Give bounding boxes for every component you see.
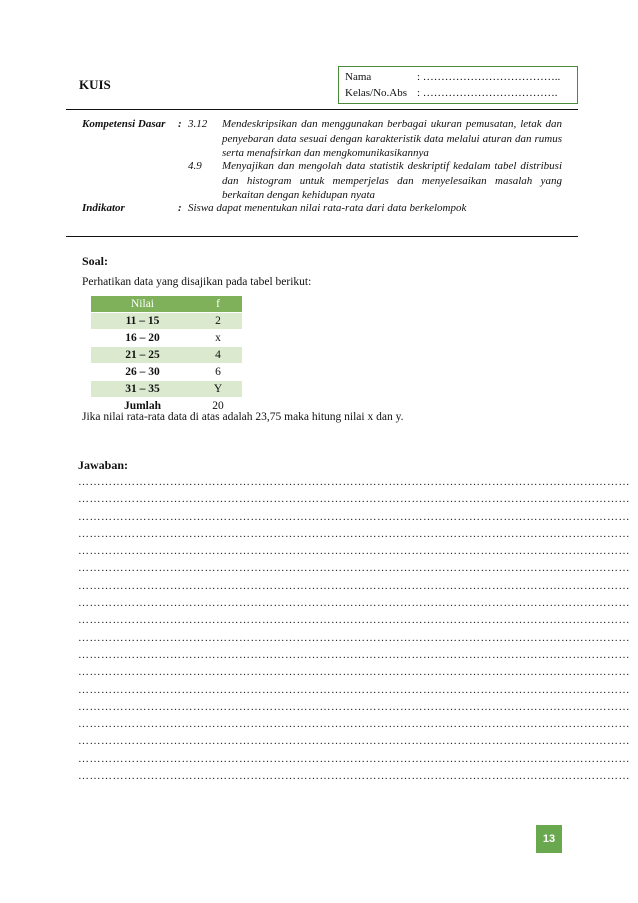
answer-line[interactable]: ……………………………………………………………………………………………………………………………… (78, 562, 630, 575)
question-intro: Perhatikan data yang disajikan pada tabel berikut: (82, 276, 312, 288)
answer-line[interactable]: ……………………………………………………………………………………………………………………………… (78, 718, 630, 731)
table-row (91, 347, 242, 364)
competency-label: Kompetensi Dasar (82, 118, 166, 130)
answer-line[interactable]: ……………………………………………………………………………………………………………………………… (78, 666, 630, 679)
answer-line[interactable]: ……………………………………………………………………………………………………………………………… (78, 683, 630, 696)
class-interval-cell: 31 – 35 (91, 381, 194, 398)
column-header-f: f (194, 296, 242, 313)
page-number-badge: 13 (536, 825, 562, 853)
answer-line[interactable]: ……………………………………………………………………………………………………………………………… (78, 579, 630, 592)
indicator-colon: : (178, 202, 182, 214)
answer-line[interactable]: ……………………………………………………………………………………………………………………………… (78, 527, 630, 540)
competency-text: Mendeskripsikan dan menggunakan berbagai ukuran pemusatan, letak dan penyebaran data sesuai dengan karakteristik data melalui aturan dan rumus serta menafsirkan dan mengkomunikasikannya (222, 118, 562, 159)
frequency-cell: x (194, 330, 242, 347)
divider-top (66, 109, 578, 110)
answer-line[interactable]: ……………………………………………………………………………………………………………………………… (78, 631, 630, 644)
class-interval-cell: 11 – 15 (91, 313, 194, 330)
competency-text: Menyajikan dan mengolah data statistik deskriptif kedalam tabel distribusi dan histogram untuk memperjelas dan menyelesaikan masalah yang berkaitan dengan kehidupan nyata (222, 160, 562, 201)
answer-line[interactable]: ……………………………………………………………………………………………………………………………… (78, 597, 630, 610)
class-interval-cell: 26 – 30 (91, 364, 194, 381)
frequency-table (91, 296, 242, 415)
class-row (345, 85, 571, 101)
total-value-cell: 20 (194, 398, 242, 415)
indicator-text: Siswa dapat menentukan nilai rata-rata dari data berkelompok (188, 202, 467, 214)
frequency-cell: 2 (194, 313, 242, 330)
answer-line[interactable]: ……………………………………………………………………………………………………………………………… (78, 510, 630, 523)
indicator-label: Indikator (82, 202, 125, 214)
answer-line[interactable]: ……………………………………………………………………………………………………………………………… (78, 476, 630, 488)
table-row (91, 330, 242, 347)
class-label: Kelas/No.Abs (345, 87, 408, 99)
total-label-cell: Jumlah (91, 398, 194, 415)
name-label: Nama (345, 71, 372, 83)
answer-area[interactable] (78, 474, 630, 785)
table-row (91, 364, 242, 381)
class-interval-cell: 16 – 20 (91, 330, 194, 347)
answer-line[interactable]: ……………………………………………………………………………………………………………………………… (78, 614, 630, 627)
frequency-cell: 4 (194, 347, 242, 364)
class-field[interactable]: : ………………………………. (417, 87, 558, 99)
answer-line[interactable]: ……………………………………………………………………………………………………………………………… (78, 545, 630, 558)
question-heading: Soal: (82, 254, 109, 268)
competency-number: 3.12 (188, 118, 208, 130)
frequency-cell: Y (194, 381, 242, 398)
divider-bottom (66, 236, 578, 237)
name-field[interactable]: : ……………………………….. (417, 71, 561, 83)
table-row (91, 313, 242, 330)
answer-line[interactable]: ……………………………………………………………………………………………………………………………… (78, 648, 630, 661)
answer-line[interactable]: ……………………………………………………………………………………………………………………………… (78, 770, 630, 783)
competency-number: 4.9 (188, 160, 202, 172)
answer-line[interactable]: ……………………………………………………………………………………………………………………………… (78, 752, 630, 765)
table-header-row (91, 296, 242, 313)
quiz-title: KUIS (79, 77, 111, 92)
student-info-box (338, 66, 578, 104)
name-row (345, 69, 571, 85)
competency-colon: : (178, 118, 182, 130)
answer-heading: Jawaban: (78, 458, 129, 472)
frequency-cell: 6 (194, 364, 242, 381)
answer-line[interactable]: ……………………………………………………………………………………………………………………………… (78, 493, 630, 506)
question-text: Jika nilai rata-rata data di atas adalah 23,75 maka hitung nilai x dan y. (82, 411, 404, 423)
column-header-nilai: Nilai (91, 296, 194, 313)
class-interval-cell: 21 – 25 (91, 347, 194, 364)
answer-line[interactable]: ……………………………………………………………………………………………………………………………… (78, 735, 630, 748)
table-row (91, 381, 242, 398)
answer-line[interactable]: ……………………………………………………………………………………………………………………………… (78, 700, 630, 713)
